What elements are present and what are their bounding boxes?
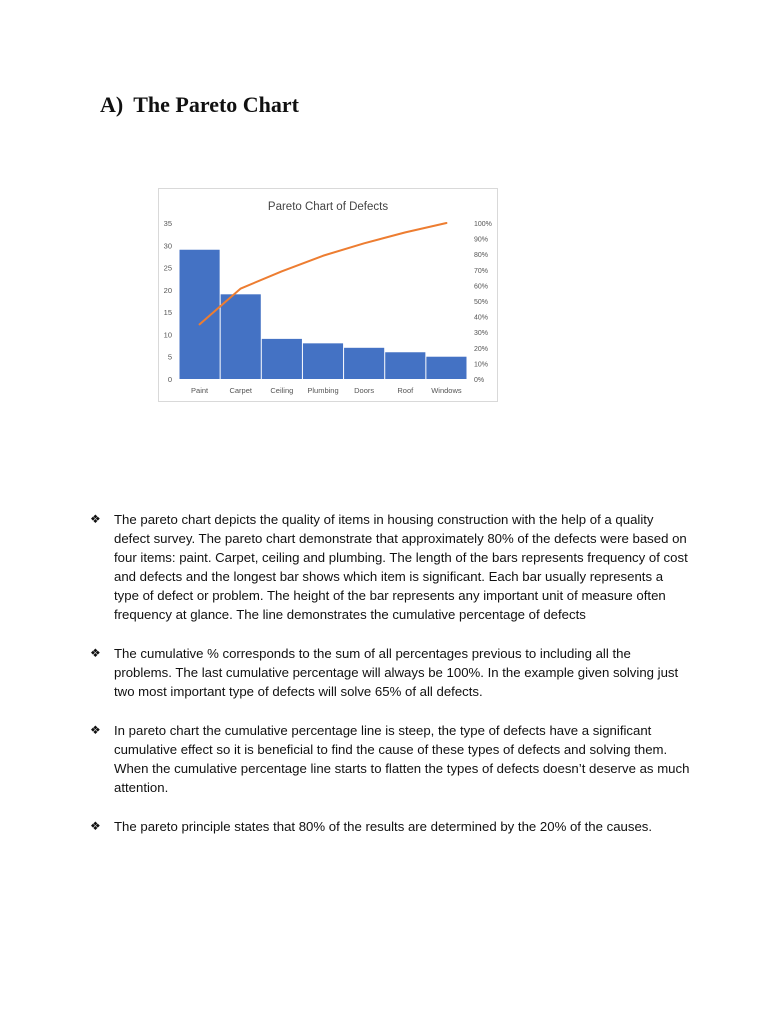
x-axis-category-label: Roof <box>397 386 414 395</box>
diamond-bullet-icon: ❖ <box>90 723 101 737</box>
right-axis-tick-label: 50% <box>474 299 489 306</box>
diamond-bullet-icon: ❖ <box>90 819 101 833</box>
bar-plumbing <box>303 343 343 379</box>
right-axis-tick-label: 20% <box>474 345 489 353</box>
left-axis-tick-label: 35 <box>163 219 172 228</box>
x-axis-category-label: Paint <box>191 386 209 395</box>
right-axis-tick-label: 80% <box>474 252 489 260</box>
right-axis-tick-label: 90% <box>474 236 489 244</box>
pareto-chart <box>158 188 498 402</box>
bullet-text: In pareto chart the cumulative percentage line is steep, the type of defects have a significant cumulative effect so it is beneficial to find the cause of these types of defects and solving them. When the cumulative percentage line starts to flatten the types of defects doesn’t deserve as much attention. <box>114 723 690 795</box>
x-axis-category-label: Ceiling <box>270 386 294 395</box>
bullet-list <box>90 510 690 856</box>
right-axis-tick-label: 10% <box>474 361 489 369</box>
bar-roof <box>385 352 425 379</box>
left-axis-tick-label: 30 <box>163 241 172 251</box>
left-axis-tick-label: 15 <box>163 308 172 318</box>
right-axis-tick-label: 40% <box>474 314 489 322</box>
left-axis-tick-label: 10 <box>163 330 172 340</box>
bullet-text: The pareto principle states that 80% of the results are determined by the 20% of the causes. <box>114 819 653 834</box>
right-axis-tick-label: 30% <box>474 330 489 338</box>
bullet-text: The cumulative % corresponds to the sum of all percentages previous to including all the problems. The last cumulative percentage will always be 100%. In the example given solving just two most important type of defects will solve 65% of all defects. <box>114 646 679 699</box>
bar-windows <box>426 357 466 379</box>
diamond-bullet-icon: ❖ <box>90 512 101 526</box>
left-axis-tick-label: 0 <box>167 375 172 384</box>
page-heading <box>100 92 299 118</box>
x-axis-category-label: Carpet <box>229 386 252 395</box>
right-axis-tick-label: 100% <box>474 221 492 228</box>
heading-title: The Pareto Chart <box>133 92 300 117</box>
left-axis-tick-label: 5 <box>167 352 172 362</box>
right-axis-tick-label: 60% <box>474 283 489 291</box>
right-axis-tick-label: 0% <box>474 377 485 384</box>
left-axis-tick-label: 20 <box>163 285 172 295</box>
bullet-item <box>90 644 690 701</box>
pareto-chart-svg <box>159 189 497 401</box>
x-axis-category-label: Windows <box>431 386 462 395</box>
bullet-item <box>90 510 690 624</box>
bar-paint <box>180 250 220 379</box>
bar-ceiling <box>262 339 302 379</box>
bullet-text: The pareto chart depicts the quality of items in housing construction with the help of a quality defect survey. The pareto chart demonstrate that approximately 80% of the defects were based on four items: paint. Carpet, ceiling and plumbing. The length of the bars represents frequency of cost and defects and the longest bar shows which item is significant. Each bar usually represents a type of defect or problem. The height of the bar represents any important unit of measure often frequency at glance. The line demonstrates the cumulative percentage of defects <box>114 512 688 622</box>
chart-title: Pareto Chart of Defects <box>267 201 389 213</box>
x-axis-category-label: Doors <box>354 386 375 395</box>
diamond-bullet-icon: ❖ <box>90 646 101 660</box>
heading-number: A) <box>100 92 124 117</box>
x-axis-category-label: Plumbing <box>307 386 339 395</box>
bar-doors <box>344 348 384 379</box>
right-axis-tick-label: 70% <box>474 267 489 275</box>
bar-carpet <box>221 294 261 379</box>
left-axis-tick-label: 25 <box>163 263 172 273</box>
bullet-item <box>90 817 690 836</box>
bullet-item <box>90 721 690 797</box>
